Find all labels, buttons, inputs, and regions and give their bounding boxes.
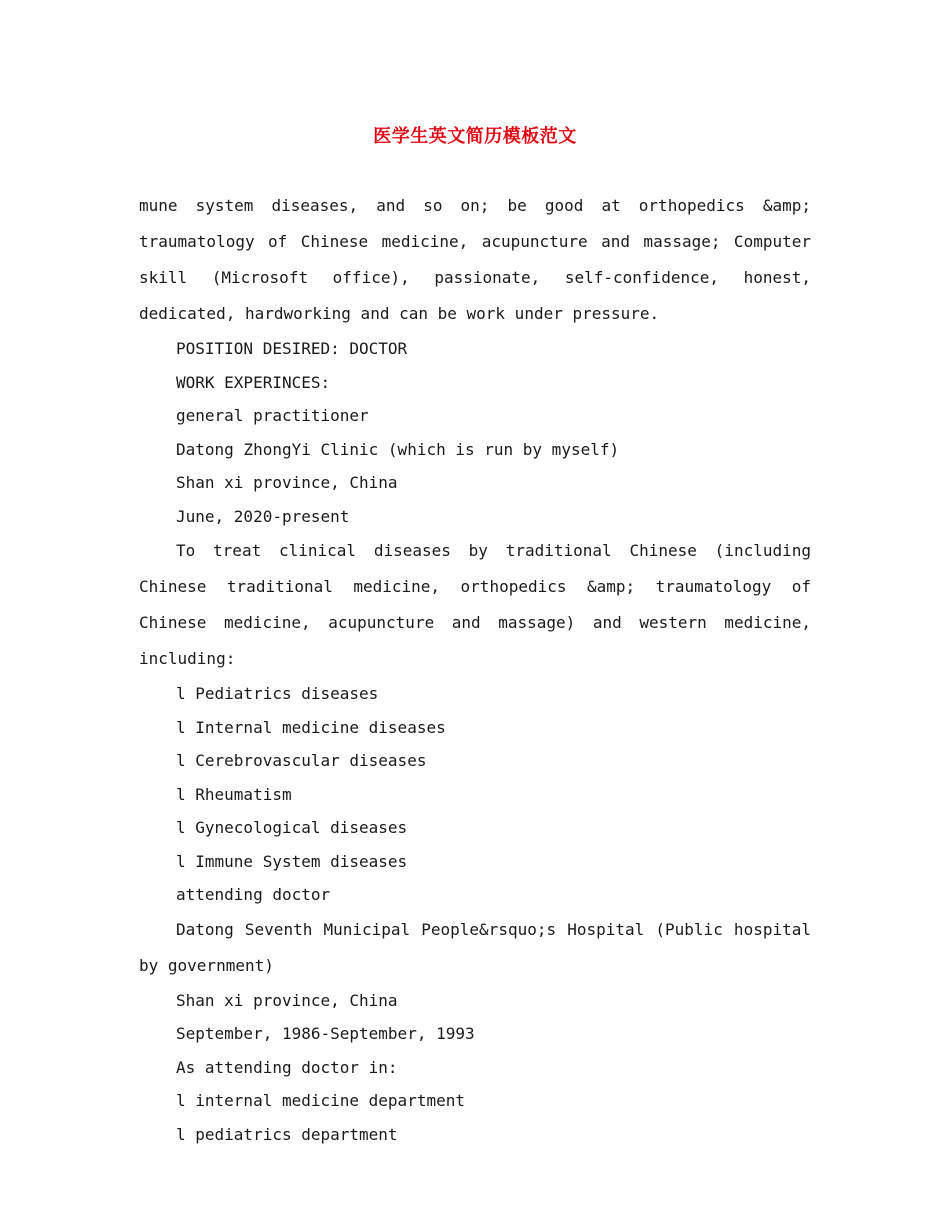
job2-employer: Datong Seventh Municipal People&rsquo;s Hospital (Public hospital by government): [139, 919, 811, 975]
document-title: 医学生英文简历模板范文: [373, 126, 577, 147]
job1-employer: Datong ZhongYi Clinic (which is run by myself): [176, 439, 620, 459]
job1-description: To treat clinical diseases by traditional Chinese (including Chinese traditional medicine, orthopedics &amp; traumatology of Chinese medicine, acupuncture and massage) and western medicine, including:: [139, 541, 811, 668]
document-body: [139, 188, 811, 1151]
job2-dates: September, 1986-September, 1993: [176, 1024, 475, 1043]
list-item: l Gynecological diseases: [176, 818, 408, 837]
list-item: l Rheumatism: [176, 784, 292, 804]
job2-description: As attending doctor in:: [176, 1057, 398, 1077]
work-experiences-heading: WORK EXPERINCES:: [176, 372, 331, 392]
job2-location: Shan xi province, China: [176, 990, 398, 1010]
intro-paragraph: mune system diseases, and so on; be good at orthopedics &amp; traumatology of Chinese medicine, acupuncture and massage; Computer skill (Microsoft office), passionate, self-confidence, honest, dedicated, hardworking and can be work under pressure.: [139, 196, 811, 323]
job2-title: attending doctor: [176, 885, 331, 904]
job1-dates: June, 2020-present: [176, 506, 350, 526]
position-desired: POSITION DESIRED: DOCTOR: [176, 339, 408, 358]
job1-title: general practitioner: [176, 406, 369, 425]
list-item: l Internal medicine diseases: [176, 717, 446, 737]
list-item: l internal medicine department: [176, 1091, 465, 1110]
job1-location: Shan xi province, China: [176, 473, 398, 492]
list-item: l Pediatrics diseases: [176, 684, 379, 703]
list-item: l Cerebrovascular diseases: [176, 751, 427, 770]
list-item: l Immune System diseases: [176, 851, 408, 871]
list-item: l pediatrics department: [176, 1124, 398, 1144]
